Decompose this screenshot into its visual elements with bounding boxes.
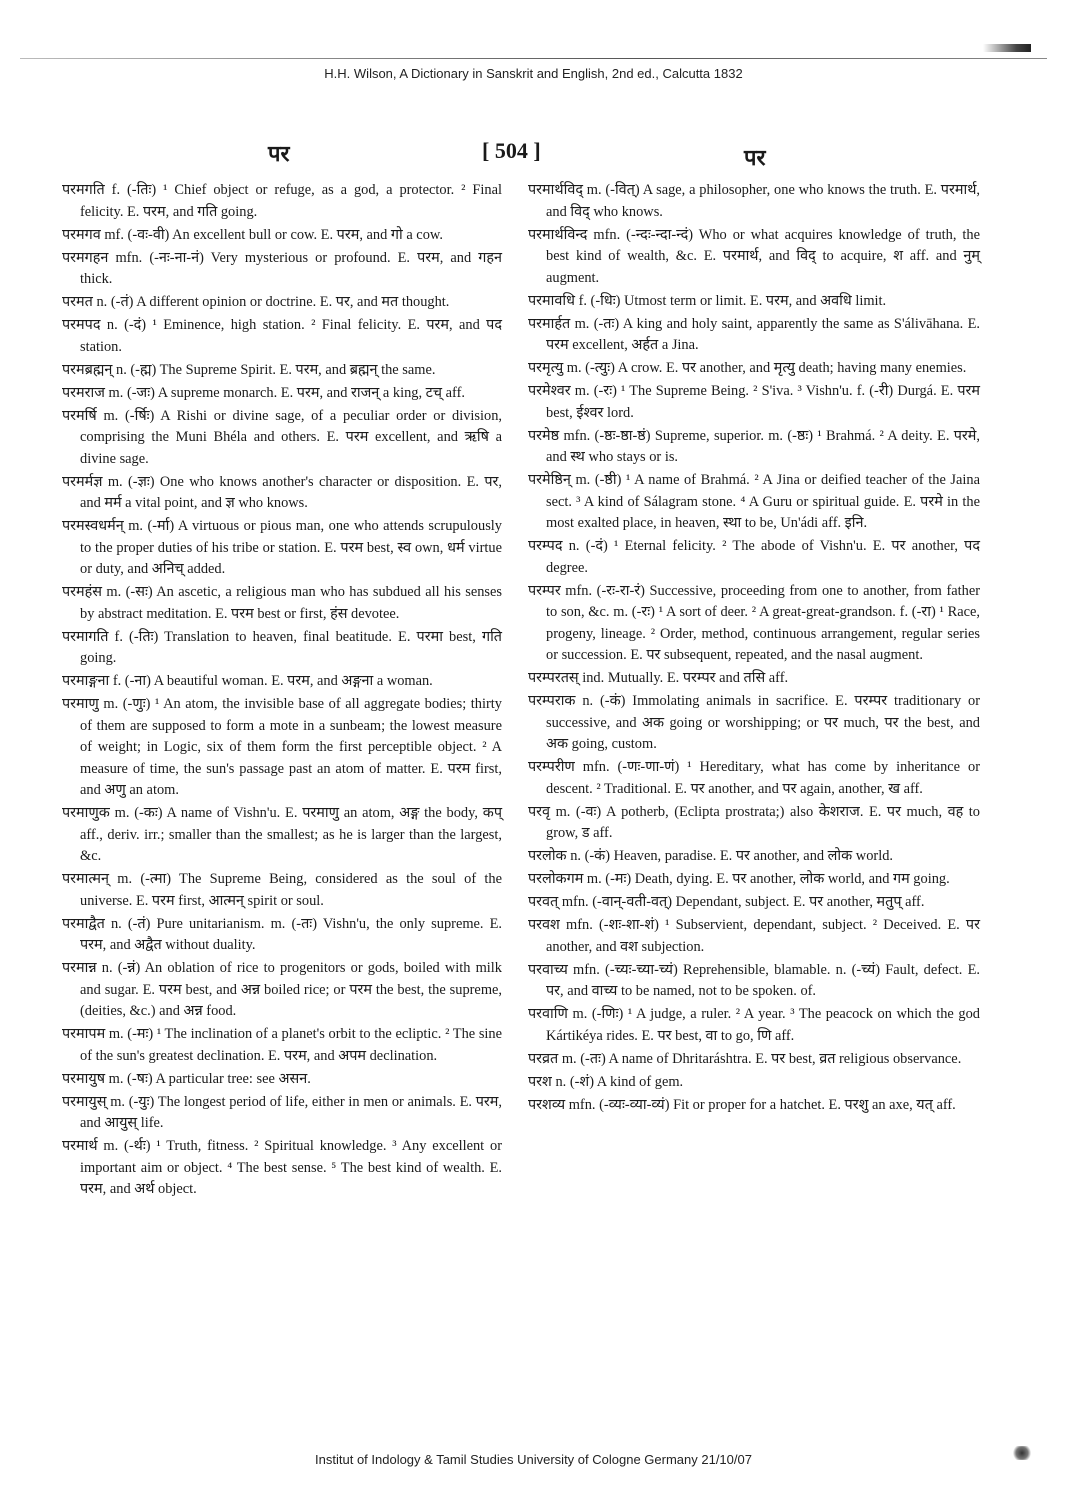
dictionary-entry: परलोकगम m. (-मः) Death, dying. E. पर another, लोक world, and गम going.: [528, 871, 950, 887]
dictionary-entry: परमब्रह्मन् n. (-ह्म) The Supreme Spirit. E. परम, and ब्रह्मन् the same.: [62, 361, 436, 378]
source-citation: H.H. Wilson, A Dictionary in Sanskrit and English, 2nd ed., Calcutta 1832: [324, 66, 743, 81]
dictionary-entry: परमेष्ठिन् m. (-ष्ठी) ¹ A name of Brahmá. ² A Jina or deified teacher of the Jaina sect. ³ A kind of Sálagram stone. ⁴ A Guru or spiritual guide. E. परमे in the most exalted place, in heaven, स्था to be, Un'ádi aff. इनि.: [528, 472, 980, 531]
dictionary-entry: परमाद्वैत n. (-तं) Pure unitarianism. m. (-तः) Vishn'u, the only supreme. E. परम, and अद्वैत without duality.: [62, 915, 502, 953]
dictionary-entry: परश n. (-शं) A kind of gem.: [528, 1073, 684, 1090]
dictionary-entry: परमार्थविद् m. (-वित्) A sage, a philosopher, one who knows the truth. E. परमार्थ, and विद् who knows.: [528, 182, 980, 220]
dictionary-entry: परमगहन mfn. (-नः-ना-नं) Very mysterious or profound. E. परम, and गहन thick.: [62, 249, 502, 287]
dictionary-entry: परमेष्ठ mfn. (-ष्ठः-ष्ठा-ष्ठं) Supreme, superior. m. (-ष्ठः) ¹ Brahmá. ² A deity. E. परमे, and स्थ who stays or is.: [528, 427, 980, 465]
running-head-left: पर: [268, 141, 290, 166]
dictionary-entry: परमस्वधर्मन् m. (-र्मा) A virtuous or pious man, one who attends scrupulously to the proper duties of his tribe or station. E. परम best, स्व own, धर्म virtue or duty, and अनिच् added.: [62, 518, 502, 577]
running-head: [0, 138, 1067, 172]
dictionary-entry: परमायुस् m. (-युः) The longest period of life, either in men or animals. E. परम, and आयुस् life.: [62, 1093, 502, 1131]
dictionary-entry: परमर्मज्ञ m. (-ज्ञः) One who knows another's character or disposition. E. पर, and मर्म a vital point, and ज्ञ who knows.: [62, 473, 502, 511]
dictionary-entry: परमाङ्गना f. (-ना) A beautiful woman. E. परम, and अङ्गना a woman.: [62, 673, 433, 689]
dictionary-entry: परमार्थविन्द mfn. (-न्दः-न्दा-न्दं) Who or what acquires knowledge of truth, the best kind of wealth, &c. E. परमार्थ, and विद् to acquire, श aff. and नुम् augment.: [528, 226, 980, 286]
dictionary-entry: परमात्मन् m. (-त्मा) The Supreme Being, considered as the soul of the universe. E. परम first, आत्मन् spirit or soul.: [62, 871, 502, 909]
dictionary-entry: परमायुष m. (-षः) A particular tree: see असन.: [62, 1070, 311, 1087]
dictionary-entry: परमाणुक m. (-कः) A name of Vishn'u. E. परमाणु an atom, अङ्ग the body, कप् aff., deriv. irr.; smaller than the smallest; as he is larger than the largest, &c.: [62, 805, 502, 864]
dictionary-entry: परमार्हत m. (-तः) A king and holy saint, apparently the same as S'álivāhana. E. परम excellent, अर्हत a Jina.: [528, 315, 980, 353]
dictionary-entry: परव्रत m. (-तः) A name of Dhritaráshtra. E. पर best, व्रत religious observance.: [528, 1050, 962, 1067]
dictionary-entry: परमत n. (-तं) A different opinion or doctrine. E. पर, and मत thought.: [62, 294, 450, 310]
left-column: [62, 180, 502, 1202]
scan-rule: [20, 58, 1047, 59]
dictionary-entry: परमागति f. (-तिः) Translation to heaven, final beatitude. E. परमा best, गति going.: [62, 628, 502, 666]
dictionary-entry: परमगव mf. (-वः-वी) An excellent bull or cow. E. परम, and गो a cow.: [62, 226, 443, 243]
dictionary-entry: परवाणि m. (-णिः) ¹ A judge, a ruler. ² A year. ³ The peacock on which the god Kártikéya rides. E. पर best, वा to go, णि aff.: [528, 1006, 980, 1044]
scan-artifact-top: [983, 44, 1031, 52]
dictionary-entry: परमर्षि m. (-र्षिः) A Rishi or divine sage, of a peculiar order or division, comprising the Muni Bhéla and others. E. परम excellent, and ऋषि a divine sage.: [62, 407, 502, 467]
page-number: [ 504 ]: [482, 138, 541, 163]
dictionary-entry: परम्पद n. (-दं) ¹ Eternal felicity. ² The abode of Vishn'u. E. पर another, पद degree.: [528, 538, 980, 576]
dictionary-entry: परमान्न n. (-न्नं) An oblation of rice to progenitors or gods, boiled with milk and sugar. E. परम best, and अन्न boiled rice; or परम the best, the supreme, (deities, &c.) and अन्न food.: [62, 960, 502, 1019]
dictionary-entry: परवृ m. (-वः) A potherb, (Eclipta prostrata;) also केशराज. E. पर much, वह to grow, ड aff.: [528, 803, 980, 841]
running-head-right: पर: [744, 145, 766, 170]
dictionary-entry: परम्पराक n. (-कं) Immolating animals in sacrifice. E. परम्पर traditionary or successive, and अक going or worshipping; or पर much, पर the best, and अक going, custom.: [528, 693, 980, 752]
digitization-credit: Institut of Indology & Tamil Studies University of Cologne Germany 21/10/07: [315, 1452, 752, 1467]
dictionary-entry: परमापम m. (-मः) ¹ The inclination of a planet's orbit to the ecliptic. ² The sine of the sun's greatest declination. E. परम, and अपम declination.: [62, 1026, 502, 1064]
dictionary-entry: परमृत्यु m. (-त्युः) A crow. E. पर another, and मृत्यु death; having many enemies.: [528, 360, 967, 376]
scan-smudge: [1011, 1446, 1033, 1460]
dictionary-entry: परम्पर mfn. (-रः-रा-रं) Successive, proceeding from one to another, from father to son, &c. m. (-रः) ¹ A sort of deer. ² A great-great-grandson. f. (-रा) ¹ Race, progeny, lineage. ² Order, method, continuous arrangement, regular series or succession. E. पर subsequent, repeated, and the nasal augment.: [528, 582, 980, 663]
dictionary-entry: परलोक n. (-कं) Heaven, paradise. E. पर another, and लोक world.: [528, 848, 893, 864]
dictionary-entry: परमार्थ m. (-र्थः) ¹ Truth, fitness. ² Spiritual knowledge. ³ Any excellent or important aim or object. ⁴ The best sense. ⁵ The best kind of wealth. E. परम, and अर्थ object.: [62, 1138, 502, 1197]
dictionary-entry: परमावधि f. (-धिः) Utmost term or limit. E. परम, and अवधि limit.: [528, 292, 887, 309]
dictionary-entry: परम्परीण mfn. (-णः-णा-णं) ¹ Hereditary, what has come by inheritance or descent. ² Traditional. E. पर another, and पर again, another, ख aff.: [528, 759, 980, 797]
dictionary-entry: परम्परतस् ind. Mutually. E. परम्पर and तसि aff.: [528, 670, 789, 686]
dictionary-entry: परमहंस m. (-सः) An ascetic, a religious man who has subdued all his senses by abstract meditation. E. परम best or first, हंस devotee.: [62, 584, 502, 622]
dictionary-entry: परवाच्य mfn. (-च्यः-च्या-च्यं) Reprehensible, blamable. n. (-च्यं) Fault, defect. E. पर, and वाच्य to be named, not to be spoken. of.: [528, 961, 980, 999]
dictionary-entry: परमराज m. (-जः) A supreme monarch. E. परम, and राजन् a king, टच् aff.: [62, 384, 465, 401]
dictionary-entry: परमेश्वर m. (-रः) ¹ The Supreme Being. ² S'iva. ³ Vishn'u. f. (-री) Durgá. E. परम best, ईश्वर lord.: [528, 383, 980, 421]
dictionary-entry: परवश mfn. (-शः-शा-शं) ¹ Subservient, dependant, subject. ² Deceived. E. पर another, and वश subjection.: [528, 917, 980, 955]
dictionary-entry: परमपद n. (-दं) ¹ Eminence, high station. ² Final felicity. E. परम, and पद station.: [62, 317, 502, 355]
right-column: [528, 180, 980, 1118]
dictionary-entry: परमगति f. (-तिः) ¹ Chief object or refuge, as a god, a protector. ² Final felicity. E. परम, and गति going.: [62, 182, 502, 220]
dictionary-entry: परवत् mfn. (-वान्-वती-वत्) Dependant, subject. E. पर another, मतुप् aff.: [528, 894, 925, 910]
dictionary-entry: परशव्य mfn. (-व्यः-व्या-व्यं) Fit or proper for a hatchet. E. परशु an axe, यत् aff.: [528, 1096, 956, 1113]
dictionary-entry: परमाणु m. (-णुः) ¹ An atom, the invisible base of all aggregate bodies; thirty of them are supposed to form a mote in a sunbeam; the lowest measure of weight; in Logic, six of them form the first perceptible object. ² A measure of time, the sun's passage past an atom of matter. E. परम first, and अणु an atom.: [62, 696, 502, 798]
